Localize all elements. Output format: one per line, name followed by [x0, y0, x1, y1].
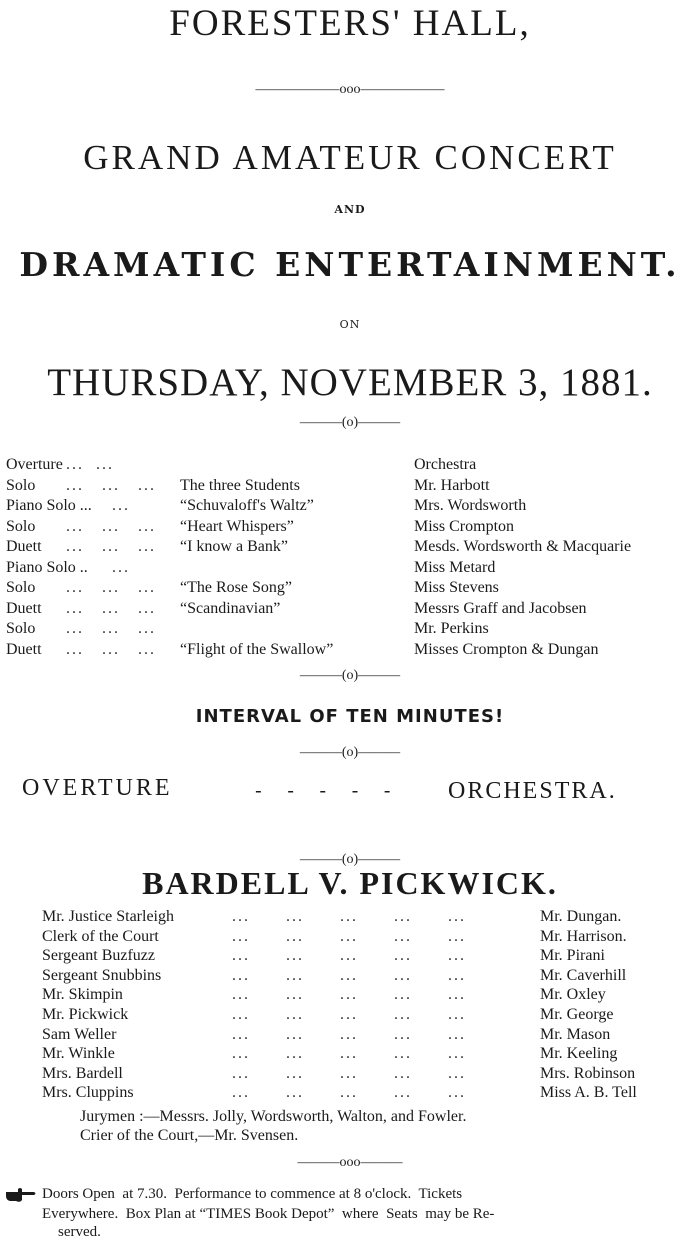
cast-actor: Mr. George [540, 1006, 614, 1023]
program-performer: Messrs Graff and Jacobsen [414, 599, 587, 617]
program-leader: ... ... ... [66, 620, 156, 637]
cast-actor: Mr. Dungan. [540, 908, 622, 925]
cast-leader: ... ... ... ... ... [232, 1006, 466, 1023]
program-leader: ... ... ... [66, 579, 156, 596]
jurymen-line: Jurymen :—Messrs. Jolly, Wordsworth, Walton, and Fowler. [80, 1108, 467, 1125]
program-performer: Mrs. Wordsworth [414, 497, 527, 514]
program-piece-title: “Heart Whispers” [180, 517, 294, 535]
program-leader: ... ... ... [66, 517, 156, 535]
cast-row [0, 947, 700, 967]
program-row [0, 477, 700, 497]
cast-role: Mr. Skimpin [42, 986, 123, 1004]
cast-row [0, 1065, 700, 1085]
program-performer: Miss Crompton [414, 517, 515, 535]
cast-row [0, 967, 700, 987]
program-leader: ... [112, 497, 130, 514]
footer-line-1: Doors Open at 7.30. Performance to commence at 8 o'clock. Tickets [42, 1186, 463, 1202]
cast-leader: ... ... ... ... ... [232, 1064, 466, 1082]
program-row [0, 538, 700, 558]
program-row [0, 600, 700, 620]
divider: ———ooo——— [297, 1155, 403, 1170]
and-label: AND [334, 203, 366, 216]
program-item: Solo [6, 620, 36, 637]
program-piece-title: The three Students [180, 476, 300, 494]
program-item: Solo [6, 517, 36, 535]
cast-actor: Miss A. B. Tell [540, 1084, 637, 1102]
pointing-hand-icon [4, 1186, 38, 1208]
program-performer: Mesds. Wordsworth & Macquarie [414, 538, 632, 555]
venue-heading: FORESTERS' HALL, [169, 3, 531, 44]
divider: ——————ooo—————— [255, 82, 445, 97]
divider: ———(o)——— [299, 668, 401, 683]
cast-actor: Mr. Caverhill [540, 966, 627, 984]
program-performer: Miss Stevens [414, 579, 499, 596]
cast-row [0, 1006, 700, 1026]
program-performer: Orchestra [414, 456, 477, 473]
cast-role: Sam Weller [42, 1025, 117, 1043]
program-row [0, 559, 700, 579]
program-row [0, 497, 700, 517]
footer-line-2: Everywhere. Box Plan at “TIMES Book Depot” where Seats may be Re- [42, 1206, 495, 1222]
program-leader: ... ... ... [66, 640, 156, 658]
program-leader: ... ... ... [66, 599, 156, 617]
program-row [0, 620, 700, 640]
cast-role: Clerk of the Court [42, 927, 159, 945]
cast-actor: Mr. Oxley [540, 986, 606, 1004]
cast-role: Mr. Justice Starleigh [42, 908, 174, 925]
program-row [0, 579, 700, 599]
program-item: Piano Solo .. [6, 558, 88, 576]
program-piece-title: “Scandinavian” [180, 599, 281, 617]
program-item: Overture [6, 456, 63, 473]
cast-role: Sergeant Snubbins [42, 966, 162, 984]
program-item: Duett [6, 640, 42, 658]
program-performer: Miss Metard [414, 558, 496, 576]
entertainment-title: DRAMATIC ENTERTAINMENT. [19, 245, 681, 284]
cast-row [0, 1026, 700, 1046]
program-performer: Mr. Perkins [414, 620, 489, 637]
cast-actor: Mr. Keeling [540, 1045, 618, 1063]
divider: ———(o)——— [299, 852, 401, 867]
program-item: Solo [6, 579, 36, 596]
cast-leader: ... ... ... ... ... [232, 947, 466, 965]
program-leader: ... [112, 558, 130, 576]
program-leader: ... ... [66, 456, 114, 473]
program-row [0, 641, 700, 661]
program-item: Solo [6, 476, 36, 494]
cast-role: Sergeant Buzfuzz [42, 947, 155, 965]
program-piece-title: “The Rose Song” [180, 579, 292, 596]
divider: ———(o)——— [299, 745, 401, 760]
program-leader: ... ... ... [66, 538, 156, 555]
program-piece-title: “Schuvaloff's Waltz” [180, 497, 314, 514]
program-item: Duett [6, 599, 42, 617]
cast-leader: ... ... ... ... ... [232, 1025, 466, 1043]
play-title: BARDELL V. PICKWICK. [142, 865, 558, 901]
cast-row [0, 1045, 700, 1065]
overture-dashes: - - - - - [255, 778, 391, 802]
overture-label: OVERTURE [22, 775, 173, 801]
interval-notice: INTERVAL OF TEN MINUTES! [195, 706, 505, 727]
program-leader: ... ... ... [66, 476, 156, 494]
orchestra-label: ORCHESTRA. [448, 778, 617, 804]
program-piece-title: “Flight of the Swallow” [180, 640, 334, 658]
cast-role: Mr. Pickwick [42, 1006, 129, 1023]
program-performer: Misses Crompton & Dungan [414, 640, 599, 658]
footer-line-3: served. [58, 1224, 101, 1240]
program-row [0, 518, 700, 538]
cast-leader: ... ... ... ... ... [232, 1084, 466, 1102]
cast-row [0, 986, 700, 1006]
cast-row [0, 1084, 700, 1104]
cast-leader: ... ... ... ... ... [232, 908, 466, 925]
cast-role: Mrs. Cluppins [42, 1084, 134, 1102]
concert-title: GRAND AMATEUR CONCERT [83, 138, 617, 177]
divider: ———(o)——— [299, 415, 401, 430]
concert-date: THURSDAY, NOVEMBER 3, 1881. [47, 361, 653, 404]
crier-line: Crier of the Court,—Mr. Svensen. [80, 1127, 299, 1144]
cast-role: Mr. Winkle [42, 1045, 115, 1063]
program-item: Duett [6, 538, 42, 555]
program-row [0, 456, 700, 476]
cast-role: Mrs. Bardell [42, 1064, 123, 1082]
cast-leader: ... ... ... ... ... [232, 1045, 466, 1063]
cast-leader: ... ... ... ... ... [232, 927, 466, 945]
cast-actor: Mr. Pirani [540, 947, 605, 965]
cast-row [0, 908, 700, 928]
program-item: Piano Solo ... [6, 497, 92, 514]
cast-actor: Mrs. Robinson [540, 1064, 636, 1082]
on-label: ON [339, 318, 361, 331]
cast-actor: Mr. Harrison. [540, 927, 627, 945]
cast-actor: Mr. Mason [540, 1025, 611, 1043]
program-performer: Mr. Harbott [414, 476, 490, 494]
program-piece-title: “I know a Bank” [180, 538, 288, 555]
cast-row [0, 928, 700, 948]
cast-leader: ... ... ... ... ... [232, 986, 466, 1004]
cast-leader: ... ... ... ... ... [232, 966, 466, 984]
